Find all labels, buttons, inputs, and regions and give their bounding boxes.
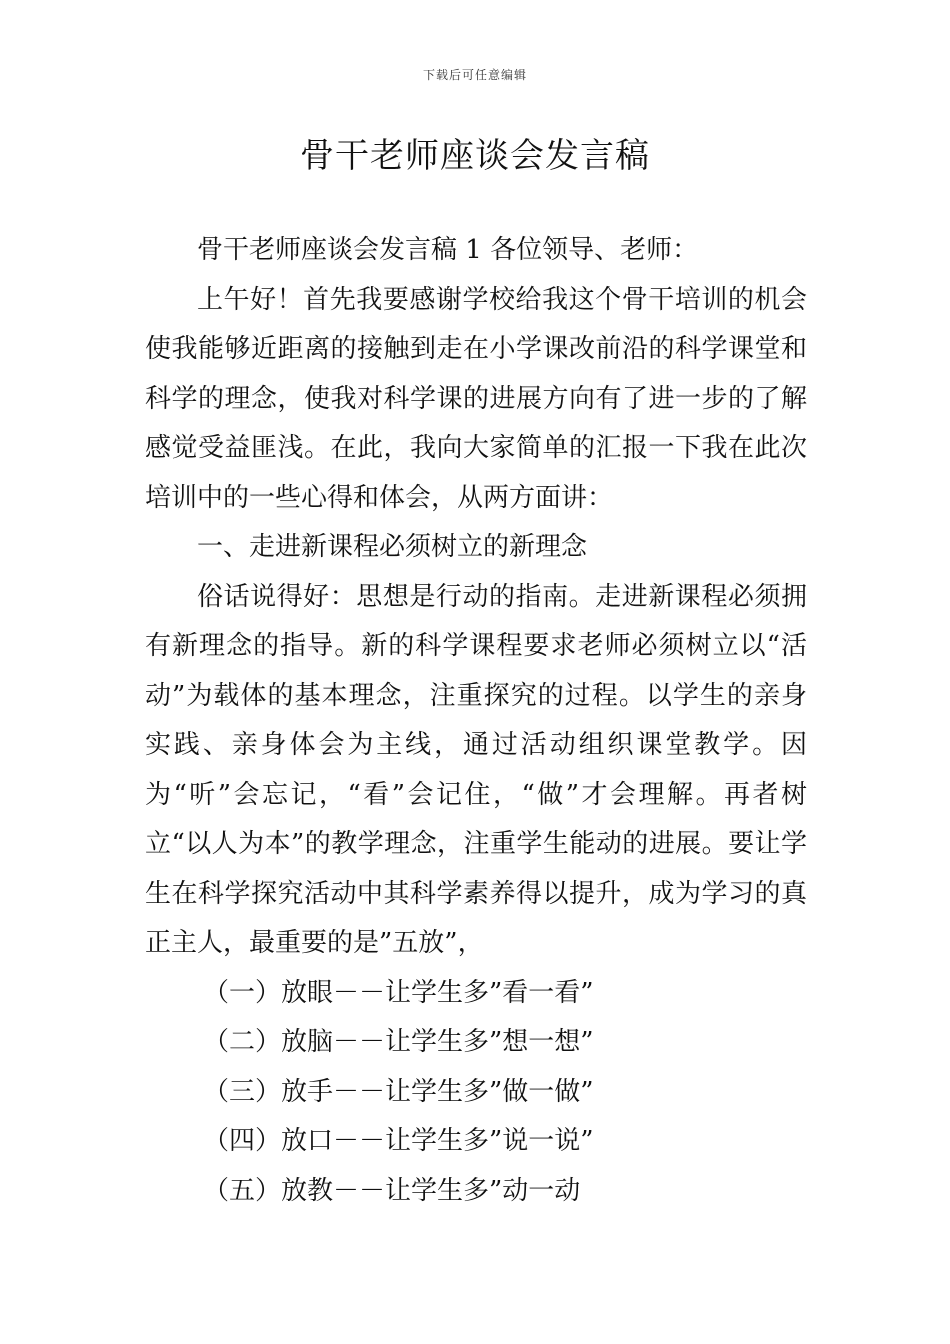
salutation-paragraph: 骨干老师座谈会发言稿 1 各位领导、老师： xyxy=(197,235,699,265)
section-heading: 一、走进新课程必须树立的新理念 xyxy=(197,532,588,562)
list-item: （五）放教－－让学生多”动一动 xyxy=(203,1175,581,1206)
document-title: 骨干老师座谈会发言稿 xyxy=(300,136,650,176)
body-paragraph: 俗话说得好：思想是行动的指南。走进新课程必须拥有新理念的指导。新的科学课程要求老师必须树立以“活动”为载体的基本理念，注重探究的过程。以学生的亲身实践、亲身体会为主线，通过活动组织课堂教学。因为“听”会忘记，“看”会记住，“做”才会理解。再者树立“以人为本”的教学理念，注重学生能动的进展。要让学生在科学探究活动中其科学素养得以提升，成为学习的真正主人，最重要的是”五放”， xyxy=(145,581,807,958)
document-body xyxy=(145,226,807,1216)
list-item: （四）放口－－让学生多”说一说” xyxy=(203,1126,594,1156)
header-note: 下载后可任意编辑 xyxy=(422,68,527,82)
list-item: （三）放手－－让学生多”做一做” xyxy=(203,1076,594,1107)
list-item: （一）放眼－－让学生多”看一看” xyxy=(203,977,594,1008)
list-item: （二）放脑－－让学生多”想一想” xyxy=(203,1027,594,1057)
opening-paragraph: 上午好！首先我要感谢学校给我这个骨干培训的机会使我能够近距离的接触到走在小学课改前沿的科学课堂和科学的理念，使我对科学课的进展方向有了进一步的了解感觉受益匪浅。在此，我向大家简单的汇报一下我在此次培训中的一些心得和体会，从两方面讲： xyxy=(145,284,807,513)
